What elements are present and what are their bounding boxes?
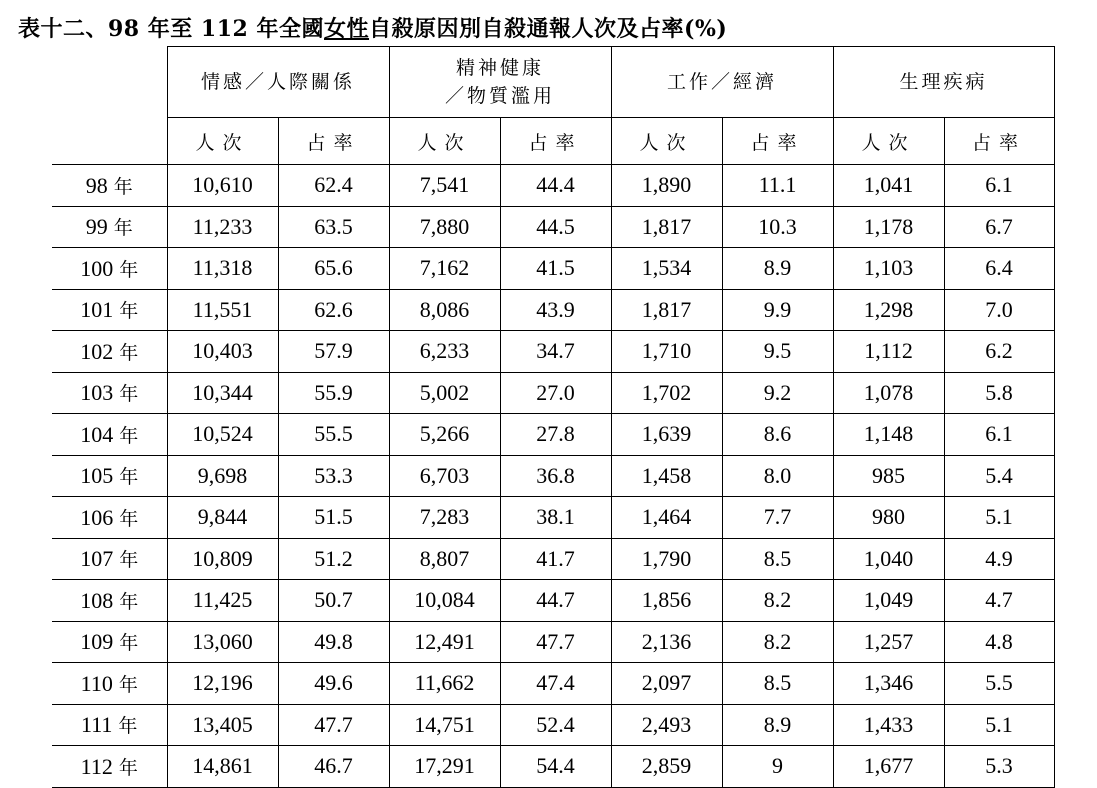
rate-cell: 55.5 — [278, 414, 389, 456]
sub-header-count: 人次 — [167, 118, 278, 165]
year-number: 112 — [80, 753, 113, 779]
rate-cell: 6.4 — [944, 248, 1054, 290]
rate-cell: 8.6 — [722, 414, 833, 456]
count-cell: 6,233 — [389, 331, 500, 373]
count-cell: 1,710 — [611, 331, 722, 373]
year-suffix: 年 — [118, 756, 138, 779]
rate-cell: 11.1 — [722, 165, 833, 207]
count-cell: 5,002 — [389, 372, 500, 414]
rate-cell: 27.8 — [500, 414, 611, 456]
year-suffix: 年 — [119, 549, 139, 572]
rate-cell: 43.9 — [500, 289, 611, 331]
group-header-physical-illness — [833, 47, 1054, 118]
year-suffix: 年 — [113, 217, 133, 240]
year-number: 99 — [85, 214, 108, 240]
year-suffix: 年 — [118, 715, 138, 738]
count-cell: 6,703 — [389, 455, 500, 497]
rate-cell: 6.1 — [944, 165, 1054, 207]
year-number: 100 — [80, 255, 114, 281]
table-row — [52, 746, 1054, 788]
year-number: 105 — [80, 463, 114, 489]
table-row — [52, 165, 1054, 207]
year-number: 98 — [85, 172, 108, 198]
rate-cell: 46.7 — [278, 746, 389, 788]
count-cell: 1,639 — [611, 414, 722, 456]
count-cell: 1,433 — [833, 704, 944, 746]
year-cell — [52, 538, 167, 580]
year-number: 101 — [80, 297, 114, 323]
count-cell: 980 — [833, 497, 944, 539]
year-suffix: 年 — [119, 424, 139, 447]
sub-header-row — [52, 118, 1054, 165]
year-suffix: 年 — [119, 632, 139, 655]
rate-cell: 62.6 — [278, 289, 389, 331]
rate-cell: 5.3 — [944, 746, 1054, 788]
count-cell: 10,344 — [167, 372, 278, 414]
rate-cell: 50.7 — [278, 580, 389, 622]
count-cell: 9,698 — [167, 455, 278, 497]
count-cell: 7,880 — [389, 206, 500, 248]
table-row — [52, 497, 1054, 539]
sub-header-rate: 占率 — [278, 118, 389, 165]
count-cell: 14,861 — [167, 746, 278, 788]
year-number: 111 — [81, 712, 113, 738]
year-cell — [52, 621, 167, 663]
count-cell: 1,702 — [611, 372, 722, 414]
count-cell: 10,524 — [167, 414, 278, 456]
rate-cell: 57.9 — [278, 331, 389, 373]
group-header-row — [52, 47, 1054, 118]
table-title-suffix: 自殺原因別自殺通報人次及占率(%) — [369, 16, 728, 42]
rate-cell: 34.7 — [500, 331, 611, 373]
count-cell: 9,844 — [167, 497, 278, 539]
table-row — [52, 372, 1054, 414]
year-cell — [52, 372, 167, 414]
rate-cell: 53.3 — [278, 455, 389, 497]
rate-cell: 4.7 — [944, 580, 1054, 622]
group-header-relationship — [167, 47, 389, 118]
year-number: 106 — [80, 504, 114, 530]
count-cell: 1,346 — [833, 663, 944, 705]
count-cell: 1,790 — [611, 538, 722, 580]
rate-cell: 9.2 — [722, 372, 833, 414]
count-cell: 11,425 — [167, 580, 278, 622]
year-cell — [52, 746, 167, 788]
year-suffix: 年 — [119, 590, 139, 613]
table-title — [18, 14, 727, 44]
sub-header-count: 人次 — [611, 118, 722, 165]
rate-cell: 65.6 — [278, 248, 389, 290]
year-cell — [52, 455, 167, 497]
count-cell: 2,493 — [611, 704, 722, 746]
rate-cell: 44.7 — [500, 580, 611, 622]
sub-header-rate: 占率 — [722, 118, 833, 165]
count-cell: 11,551 — [167, 289, 278, 331]
sub-header-rate: 占率 — [500, 118, 611, 165]
year-number: 104 — [80, 421, 114, 447]
rate-cell: 6.7 — [944, 206, 1054, 248]
rate-cell: 8.5 — [722, 663, 833, 705]
table-title-underlined: 女性 — [324, 16, 370, 42]
table-row — [52, 455, 1054, 497]
year-suffix: 年 — [119, 466, 139, 489]
group-header-mental-health — [389, 47, 611, 118]
rate-cell: 49.8 — [278, 621, 389, 663]
rate-cell: 8.2 — [722, 580, 833, 622]
rate-cell: 10.3 — [722, 206, 833, 248]
rate-cell: 4.8 — [944, 621, 1054, 663]
count-cell: 1,534 — [611, 248, 722, 290]
year-suffix: 年 — [119, 507, 139, 530]
year-number: 102 — [80, 338, 114, 364]
rate-cell: 47.7 — [278, 704, 389, 746]
rate-cell: 51.5 — [278, 497, 389, 539]
rate-cell: 4.9 — [944, 538, 1054, 580]
rate-cell: 63.5 — [278, 206, 389, 248]
year-number: 108 — [80, 587, 114, 613]
year-suffix: 年 — [113, 175, 133, 198]
count-cell: 1,040 — [833, 538, 944, 580]
rate-cell: 9.5 — [722, 331, 833, 373]
count-cell: 7,283 — [389, 497, 500, 539]
count-cell: 1,856 — [611, 580, 722, 622]
group-header-mental-health-line2: ／物質濫用 — [445, 85, 556, 107]
group-header-physical-illness-label: 生理疾病 — [899, 71, 988, 93]
count-cell: 8,086 — [389, 289, 500, 331]
year-cell — [52, 206, 167, 248]
count-cell: 1,103 — [833, 248, 944, 290]
rate-cell: 8.5 — [722, 538, 833, 580]
rate-cell: 8.0 — [722, 455, 833, 497]
count-cell: 14,751 — [389, 704, 500, 746]
table-row — [52, 206, 1054, 248]
count-cell: 1,817 — [611, 206, 722, 248]
year-cell — [52, 165, 167, 207]
year-number: 110 — [80, 670, 113, 696]
table-row — [52, 580, 1054, 622]
rate-cell: 54.4 — [500, 746, 611, 788]
rate-cell: 8.2 — [722, 621, 833, 663]
rate-cell: 55.9 — [278, 372, 389, 414]
count-cell: 11,318 — [167, 248, 278, 290]
rate-cell: 5.1 — [944, 704, 1054, 746]
year-cell — [52, 331, 167, 373]
year-cell — [52, 663, 167, 705]
count-cell: 13,405 — [167, 704, 278, 746]
table-row — [52, 663, 1054, 705]
rate-cell: 5.5 — [944, 663, 1054, 705]
rate-cell: 49.6 — [278, 663, 389, 705]
count-cell: 10,403 — [167, 331, 278, 373]
rate-cell: 44.4 — [500, 165, 611, 207]
rate-cell: 6.2 — [944, 331, 1054, 373]
count-cell: 1,112 — [833, 331, 944, 373]
year-suffix: 年 — [119, 258, 139, 281]
suicide-cause-table — [52, 46, 1055, 788]
count-cell: 1,041 — [833, 165, 944, 207]
count-cell: 2,097 — [611, 663, 722, 705]
count-cell: 1,078 — [833, 372, 944, 414]
rate-cell: 9.9 — [722, 289, 833, 331]
count-cell: 1,677 — [833, 746, 944, 788]
table-row — [52, 538, 1054, 580]
rate-cell: 5.4 — [944, 455, 1054, 497]
count-cell: 17,291 — [389, 746, 500, 788]
count-cell: 2,859 — [611, 746, 722, 788]
rate-cell: 52.4 — [500, 704, 611, 746]
count-cell: 10,809 — [167, 538, 278, 580]
year-cell — [52, 497, 167, 539]
table-body — [52, 165, 1054, 788]
table-row — [52, 414, 1054, 456]
count-cell: 1,257 — [833, 621, 944, 663]
year-cell — [52, 289, 167, 331]
year-number: 109 — [80, 629, 114, 655]
group-header-work-economy — [611, 47, 833, 118]
year-cell — [52, 248, 167, 290]
count-cell: 1,148 — [833, 414, 944, 456]
rate-cell: 44.5 — [500, 206, 611, 248]
count-cell: 11,233 — [167, 206, 278, 248]
rate-cell: 5.8 — [944, 372, 1054, 414]
group-header-work-economy-label: 工作／經濟 — [667, 71, 778, 93]
group-header-relationship-label: 情感／人際關係 — [201, 71, 356, 93]
rate-cell: 8.9 — [722, 704, 833, 746]
rate-cell: 41.7 — [500, 538, 611, 580]
count-cell: 12,491 — [389, 621, 500, 663]
count-cell: 985 — [833, 455, 944, 497]
rate-cell: 36.8 — [500, 455, 611, 497]
table-row — [52, 289, 1054, 331]
rate-cell: 9 — [722, 746, 833, 788]
count-cell: 1,464 — [611, 497, 722, 539]
count-cell: 7,162 — [389, 248, 500, 290]
year-suffix: 年 — [119, 383, 139, 406]
table-row — [52, 331, 1054, 373]
count-cell: 1,817 — [611, 289, 722, 331]
table-row — [52, 621, 1054, 663]
rate-cell: 41.5 — [500, 248, 611, 290]
rate-cell: 27.0 — [500, 372, 611, 414]
count-cell: 1,890 — [611, 165, 722, 207]
count-cell: 1,049 — [833, 580, 944, 622]
rate-cell: 62.4 — [278, 165, 389, 207]
count-cell: 12,196 — [167, 663, 278, 705]
count-cell: 11,662 — [389, 663, 500, 705]
table-row — [52, 704, 1054, 746]
count-cell: 7,541 — [389, 165, 500, 207]
header-corner — [52, 47, 167, 165]
group-header-mental-health-line1: 精神健康 — [456, 57, 545, 79]
count-cell: 1,178 — [833, 206, 944, 248]
rate-cell: 7.0 — [944, 289, 1054, 331]
year-cell — [52, 580, 167, 622]
year-cell — [52, 704, 167, 746]
year-suffix: 年 — [118, 673, 138, 696]
table-row — [52, 248, 1054, 290]
rate-cell: 6.1 — [944, 414, 1054, 456]
rate-cell: 5.1 — [944, 497, 1054, 539]
count-cell: 10,084 — [389, 580, 500, 622]
year-cell — [52, 414, 167, 456]
count-cell: 2,136 — [611, 621, 722, 663]
sub-header-rate: 占率 — [944, 118, 1054, 165]
count-cell: 13,060 — [167, 621, 278, 663]
table-title-prefix: 表十二、98 年至 112 年全國 — [18, 16, 325, 42]
sub-header-count: 人次 — [389, 118, 500, 165]
year-number: 107 — [80, 546, 114, 572]
rate-cell: 8.9 — [722, 248, 833, 290]
rate-cell: 51.2 — [278, 538, 389, 580]
sub-header-count: 人次 — [833, 118, 944, 165]
year-number: 103 — [80, 380, 114, 406]
year-suffix: 年 — [119, 341, 139, 364]
count-cell: 10,610 — [167, 165, 278, 207]
rate-cell: 38.1 — [500, 497, 611, 539]
count-cell: 8,807 — [389, 538, 500, 580]
year-suffix: 年 — [119, 300, 139, 323]
rate-cell: 47.4 — [500, 663, 611, 705]
count-cell: 1,458 — [611, 455, 722, 497]
rate-cell: 47.7 — [500, 621, 611, 663]
count-cell: 1,298 — [833, 289, 944, 331]
count-cell: 5,266 — [389, 414, 500, 456]
rate-cell: 7.7 — [722, 497, 833, 539]
